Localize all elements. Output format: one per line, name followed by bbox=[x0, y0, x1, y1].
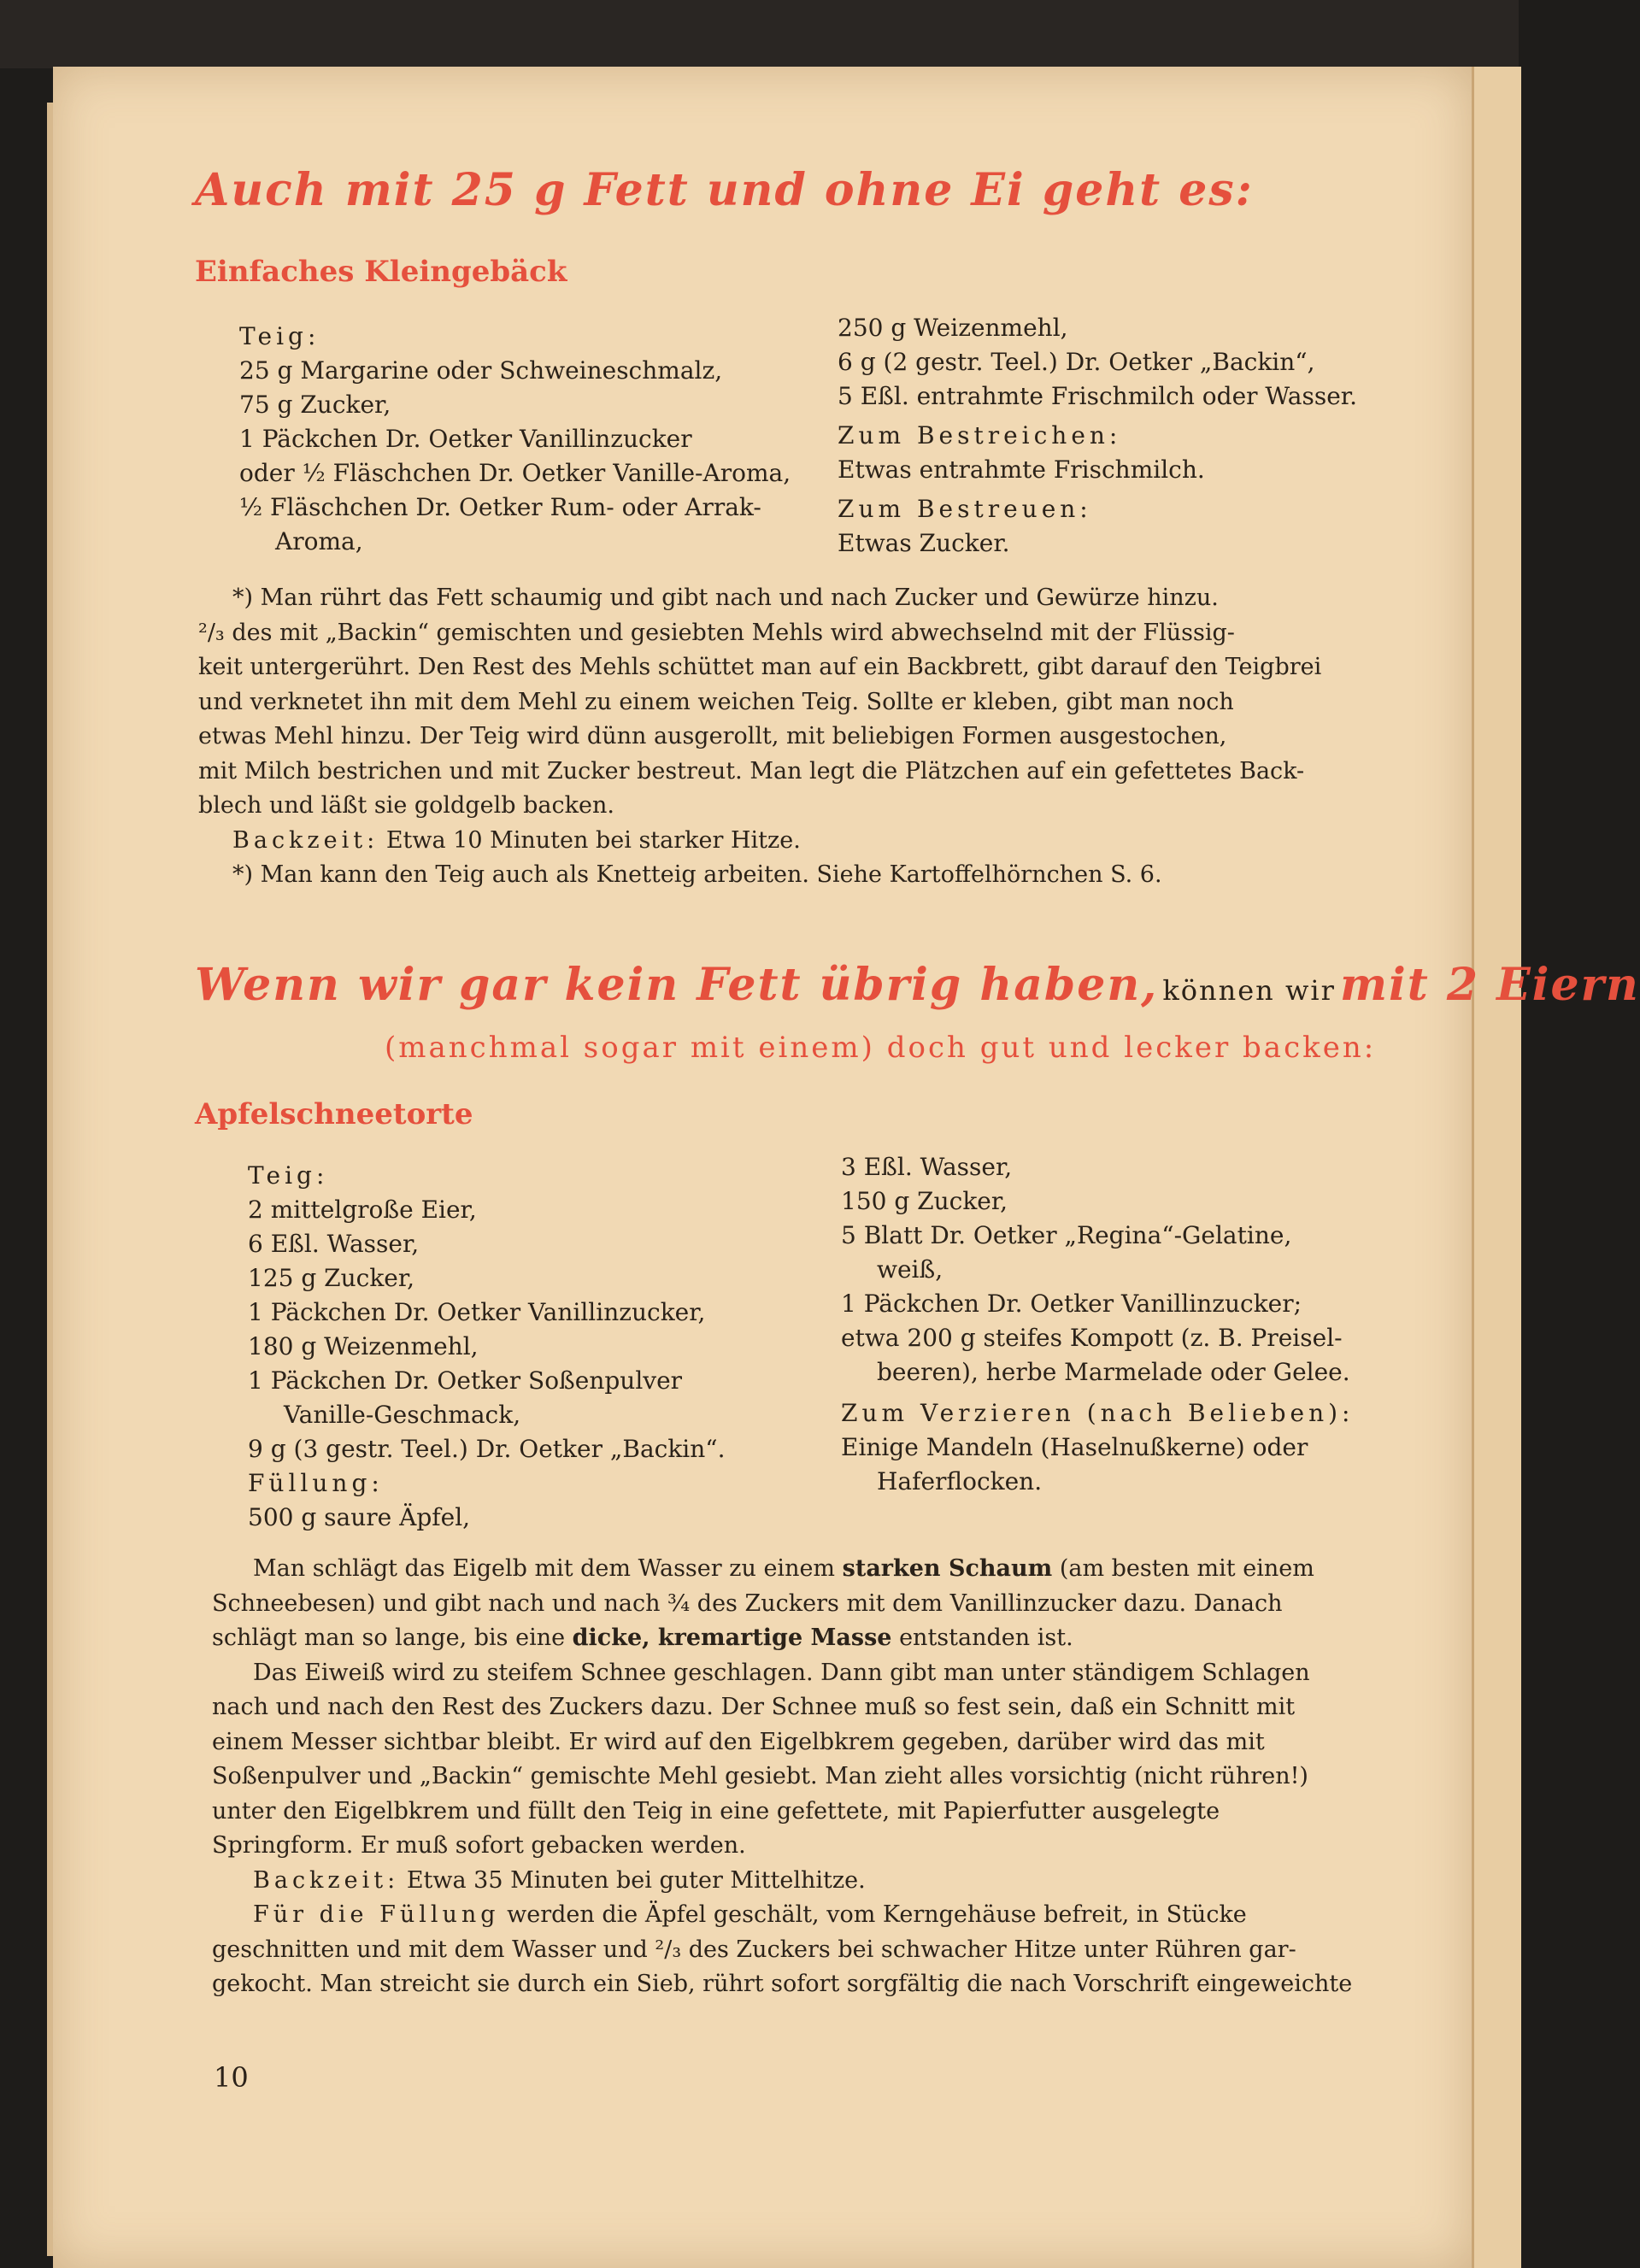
ingredient-line: beeren), herbe Marmelade oder Gelee. bbox=[877, 1358, 1350, 1386]
ingredient-line: 500 g saure Äpfel, bbox=[248, 1503, 471, 1531]
scan-background bbox=[0, 0, 1519, 68]
text-line: einem Messer sichtbar bleibt. Er wird auf den Eigelbkrem gegeben, darüber wird das mit bbox=[212, 1728, 1265, 1755]
text-line: *) Man rührt das Fett schaumig und gibt nach und nach Zucker und Gewürze hinzu. bbox=[232, 585, 1219, 611]
ingredient-line: Etwas entrahmte Frischmilch. bbox=[838, 455, 1205, 484]
ingredient-line: oder ½ Fläschchen Dr. Oetker Vanille-Aroma, bbox=[239, 459, 791, 487]
text-span: (am besten mit einem bbox=[1059, 1555, 1314, 1582]
ingredient-line: ½ Fläschchen Dr. Oetker Rum- oder Arrak- bbox=[239, 493, 761, 521]
ingredient-line: etwa 200 g steifes Kompott (z. B. Preisel- bbox=[841, 1324, 1343, 1352]
next-page-edge bbox=[1472, 67, 1521, 2268]
text-span: Man schlägt das Eigelb mit dem Wasser zu einem bbox=[253, 1555, 836, 1582]
ingredient-line: Teig: bbox=[239, 322, 320, 350]
footnote: *) Man kann den Teig auch als Knetteig arbeiten. Siehe Kartoffelhörnchen S. 6. bbox=[232, 861, 1162, 888]
ingredient-line: 9 g (3 gestr. Teel.) Dr. Oetker „Backin“. bbox=[248, 1435, 726, 1463]
bake-time-label: Backzeit: bbox=[253, 1866, 400, 1894]
text-line: nach und nach den Rest des Zuckers dazu. Der Schnee muß so fest sein, daß ein Schnitt mit bbox=[212, 1694, 1296, 1720]
ingredients-right-1 bbox=[838, 311, 1357, 561]
ingredient-line: 1 Päckchen Dr. Oetker Soßenpulver bbox=[248, 1366, 683, 1395]
bake-time-text: Etwa 10 Minuten bei starker Hitze. bbox=[385, 826, 801, 854]
ingredient-line: Etwas Zucker. bbox=[838, 529, 1010, 557]
ingredient-line: 1 Päckchen Dr. Oetker Vanillinzucker, bbox=[248, 1298, 706, 1326]
instructions-kleingebaeck bbox=[198, 581, 1395, 893]
ingredient-line: weiß, bbox=[877, 1255, 943, 1284]
bake-time-text: Etwa 35 Minuten bei guter Mittelhitze. bbox=[406, 1866, 866, 1894]
bake-time-label: Backzeit: bbox=[232, 826, 379, 854]
text-line bbox=[212, 1898, 1391, 1933]
text-span: werden die Äpfel geschält, vom Kerngehäuse befreit, in Stücke bbox=[507, 1901, 1247, 1928]
text-line: gekocht. Man streicht sie durch ein Sieb, rührt sofort sorgfältig die nach Vorschrift eingeweichte bbox=[212, 1971, 1353, 1997]
emphasis: starken Schaum bbox=[842, 1555, 1053, 1582]
text-span: entstanden ist. bbox=[899, 1625, 1073, 1651]
text-line: unter den Eigelbkrem und füllt den Teig in eine gefettete, mit Papierfutter ausgelegte bbox=[212, 1797, 1220, 1824]
text-line: Springform. Er muß sofort gebacken werden. bbox=[212, 1832, 746, 1859]
bake-time-line bbox=[212, 1864, 1391, 1899]
ingredient-line: Aroma, bbox=[275, 527, 363, 555]
text-line: keit untergerührt. Den Rest des Mehls schüttet man auf ein Backbrett, gibt darauf den Teigbrei bbox=[198, 654, 1322, 680]
headline-part: mit 2 Eiern bbox=[1339, 959, 1640, 1011]
text-line bbox=[212, 1621, 1391, 1656]
ingredient-line: 5 Eßl. entrahmte Frischmilch oder Wasser. bbox=[838, 382, 1357, 410]
text-line: geschnitten und mit dem Wasser und ²/₃ des Zuckers bei schwacher Hitze unter Rühren gar- bbox=[212, 1936, 1296, 1963]
ingredient-line: 6 Eßl. Wasser, bbox=[248, 1230, 420, 1258]
ingredient-line: 3 Eßl. Wasser, bbox=[841, 1153, 1013, 1181]
ingredient-line: 180 g Weizenmehl, bbox=[248, 1332, 479, 1360]
ingredients-right-2 bbox=[841, 1150, 1355, 1499]
ingredient-line: 125 g Zucker, bbox=[248, 1264, 415, 1292]
text-span: schlägt man so lange, bis eine bbox=[212, 1625, 566, 1651]
ingredient-line: 5 Blatt Dr. Oetker „Regina“-Gelatine, bbox=[841, 1221, 1292, 1249]
filling-label: Für die Füllung bbox=[253, 1901, 500, 1928]
text-line: etwas Mehl hinzu. Der Teig wird dünn ausgerollt, mit beliebigen Formen ausgestochen, bbox=[198, 723, 1227, 749]
bake-time-line bbox=[198, 824, 1395, 859]
ingredient-line: 6 g (2 gestr. Teel.) Dr. Oetker „Backin“, bbox=[838, 348, 1315, 376]
ingredient-heading: Zum Verzieren (nach Belieben): bbox=[841, 1399, 1355, 1427]
instructions-apfelschneetorte bbox=[212, 1552, 1391, 2002]
ingredient-line: 1 Päckchen Dr. Oetker Vanillinzucker bbox=[239, 425, 692, 453]
ingredient-line: 2 mittelgroße Eier, bbox=[248, 1196, 477, 1224]
ingredient-line: 250 g Weizenmehl, bbox=[838, 314, 1068, 342]
ingredient-heading: Füllung: bbox=[248, 1469, 384, 1497]
ingredient-line: 150 g Zucker, bbox=[841, 1187, 1008, 1215]
ingredient-line: 25 g Margarine oder Schweineschmalz, bbox=[239, 356, 723, 385]
ingredient-line: 1 Päckchen Dr. Oetker Vanillinzucker; bbox=[841, 1290, 1302, 1318]
ingredient-heading: Teig: bbox=[248, 1161, 329, 1190]
ingredients-left-1 bbox=[239, 320, 791, 559]
headline-fat-free: Auch mit 25 g Fett und ohne Ei geht es: bbox=[195, 164, 1254, 216]
text-line: Das Eiweiß wird zu steifem Schnee geschlagen. Dann gibt man unter ständigem Schlagen bbox=[253, 1659, 1310, 1686]
text-line bbox=[212, 1552, 1391, 1587]
ingredient-line: Einige Mandeln (Haselnußkerne) oder bbox=[841, 1433, 1308, 1461]
text-line: Schneebesen) und gibt nach und nach ¾ des Zuckers mit dem Vanillinzucker dazu. Danach bbox=[212, 1589, 1283, 1617]
headline-no-fat bbox=[195, 959, 1640, 1011]
text-line: Soßenpulver und „Backin“ gemischte Mehl gesiebt. Man zieht alles vorsichtig (nicht rühren!) bbox=[212, 1763, 1308, 1789]
ingredient-line: Vanille-Geschmack, bbox=[284, 1401, 521, 1429]
text-line: und verknetet ihn mit dem Mehl zu einem weichen Teig. Sollte er kleben, gibt man noch bbox=[198, 688, 1234, 715]
text-line: mit Milch bestrichen und mit Zucker bestreut. Man legt die Plätzchen auf ein gefettetes Back- bbox=[198, 757, 1305, 784]
text-line: ²/₃ des mit „Backin“ gemischten und gesiebten Mehls wird abwechselnd mit der Flüssig- bbox=[198, 619, 1235, 646]
ingredient-line: Haferflocken. bbox=[877, 1467, 1043, 1495]
ingredient-heading: Zum Bestreichen: bbox=[838, 421, 1122, 449]
text-line: blech und läßt sie goldgelb backen. bbox=[198, 792, 614, 819]
headline-part: können wir bbox=[1162, 974, 1336, 1007]
ingredients-left-2 bbox=[248, 1159, 726, 1535]
recipe-title-apfelschneetorte: Apfelschneetorte bbox=[195, 1097, 473, 1131]
page-number: 10 bbox=[214, 2061, 249, 2094]
headline-subtitle: (manchmal sogar mit einem) doch gut und lecker backen: bbox=[385, 1031, 1377, 1065]
emphasis: dicke, kremartige Masse bbox=[572, 1625, 892, 1651]
headline-part: Wenn wir gar kein Fett übrig haben, bbox=[195, 959, 1159, 1011]
ingredient-heading: Zum Bestreuen: bbox=[838, 495, 1092, 523]
recipe-title-kleingebaeck: Einfaches Kleingebäck bbox=[195, 255, 567, 289]
ingredient-line: 75 g Zucker, bbox=[239, 391, 391, 419]
